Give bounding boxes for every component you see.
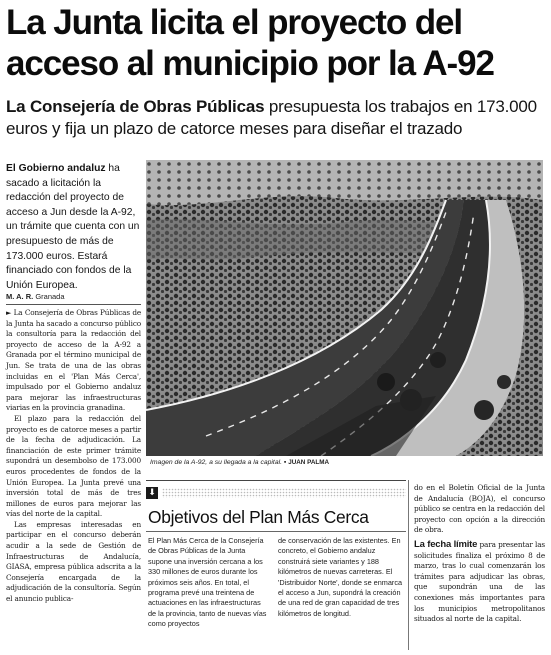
headline [6,2,546,84]
byline [6,292,141,302]
download-arrow-icon: ⬇ [146,487,158,499]
byline-divider [6,304,141,305]
triangle-bullet-icon: ► [6,309,12,317]
lead-paragraph [6,162,141,293]
lead-strong: El Gobierno andaluz [6,163,106,174]
sidebar-paragraph-1: El Plan Más Cerca de la Consejería de Obras Públicas de la Junta supone una inversión cercana a los 330 millones de euros durante los próximos seis años. En total, el programa prevé una treintena de actuaciones en las infraestructuras de la provincia, tanto de nuevas vías como proyectos [148,536,267,629]
body-paragraph-1: ► La Consejería de Obras Públicas de la Junta ha sacado a concurso público la consultoría para la redacción del proyecto de acceso de la A-92 a Granada por el término municipal de Jun. Se trata de una de las obras incluidas en el 'Plan Más Cerca', impulsado por el Gobierno andaluz para mejorar las infraestructuras viarias en la provincia granadina. [6,308,142,413]
body-column-1 [6,308,141,605]
run-in-head: La fecha límite [414,538,478,550]
subheadline [6,96,546,140]
photo-caption-text: Imagen de la A-92, a su llegada a la capital. [150,459,282,466]
subheadline-strong: La Consejería de Obras Públicas [6,97,265,116]
lead-rest: ha sacado a licitación la redacción del proyecto de acceso a Jun desde la A-92, un trámite que cuenta con un presupuesto de más de 173.000 euros. Estará financiado con fondos de la Unión Europea. [6,163,140,291]
byline-place: Granada [35,292,65,301]
sidebar-title-rule [146,531,406,532]
highway-photo-illustration [146,160,543,456]
photo-credit: JUAN PALMA [288,459,330,466]
headline-line-2: acceso al municipio por la A-92 [6,44,494,83]
body-paragraph-3: Las empresas interesadas en participar en el concurso deberán acudir a la sede de Gestión de Infraestructuras de Andalucía, GIASA, empresa pública adscrita a la Consejería encargada de la adjudicación de la consultoría. Según el anuncio publica- [6,519,141,604]
body-paragraph-2: El plazo para la redacción del proyecto es de catorce meses a partir de la fecha de adjudicación. La financiación de este primer trámite supondrá un desembolso de 173.000 euros procedentes de fondos de la Unión Europea. La Junta prevé una inversión total de más de tres millones de euros para mejorar las vías del norte de la capital. [6,413,141,519]
byline-author: M. A. R. [6,292,34,301]
sidebar-column-1 [148,536,270,630]
sidebar-title: Objetivos del Plan Más Cerca [148,507,369,527]
sidebar-paragraph-2: de conservación de las existentes. En concreto, el Gobierno andaluz construirá siete variantes y 188 kilómetros de nuevas carreteras. El 'Distribuidor Norte', donde se enmarca el acceso a Jun, supondrá la creación de una red de gran capacidad de tres kilómetros de longitud. [278,536,403,618]
body-column-3 [414,483,545,625]
caption-separator: ▪ [282,459,289,466]
body-paragraph-4: do en el Boletín Oficial de la Junta de Andalucía (BOJA), el concurso público se centra en la redacción del proyecto con opción a la dirección de obra. [414,483,545,535]
sidebar-top-rule [146,480,406,481]
photo-caption [150,458,540,467]
sidebar-pattern-strip [162,488,406,498]
highway-photo [146,160,543,456]
subheadline-rest: presupuesta los trabajos en 173.000 euros y fija un plazo de catorce meses para diseñar el trazado [6,97,537,138]
headline-line-1: La Junta licita el proyecto del [6,3,463,42]
sidebar-column-2 [278,536,406,619]
body-paragraph-5: La fecha límite para presentar las solicitudes finaliza el próximo 8 de marzo, tras lo cual comenzarán los trámites para adjudicar las obras, que supondrán una de las conexiones más importantes para los municipios metropolitanos situados al norte de la capital. [414,538,545,624]
column-divider [408,480,409,650]
